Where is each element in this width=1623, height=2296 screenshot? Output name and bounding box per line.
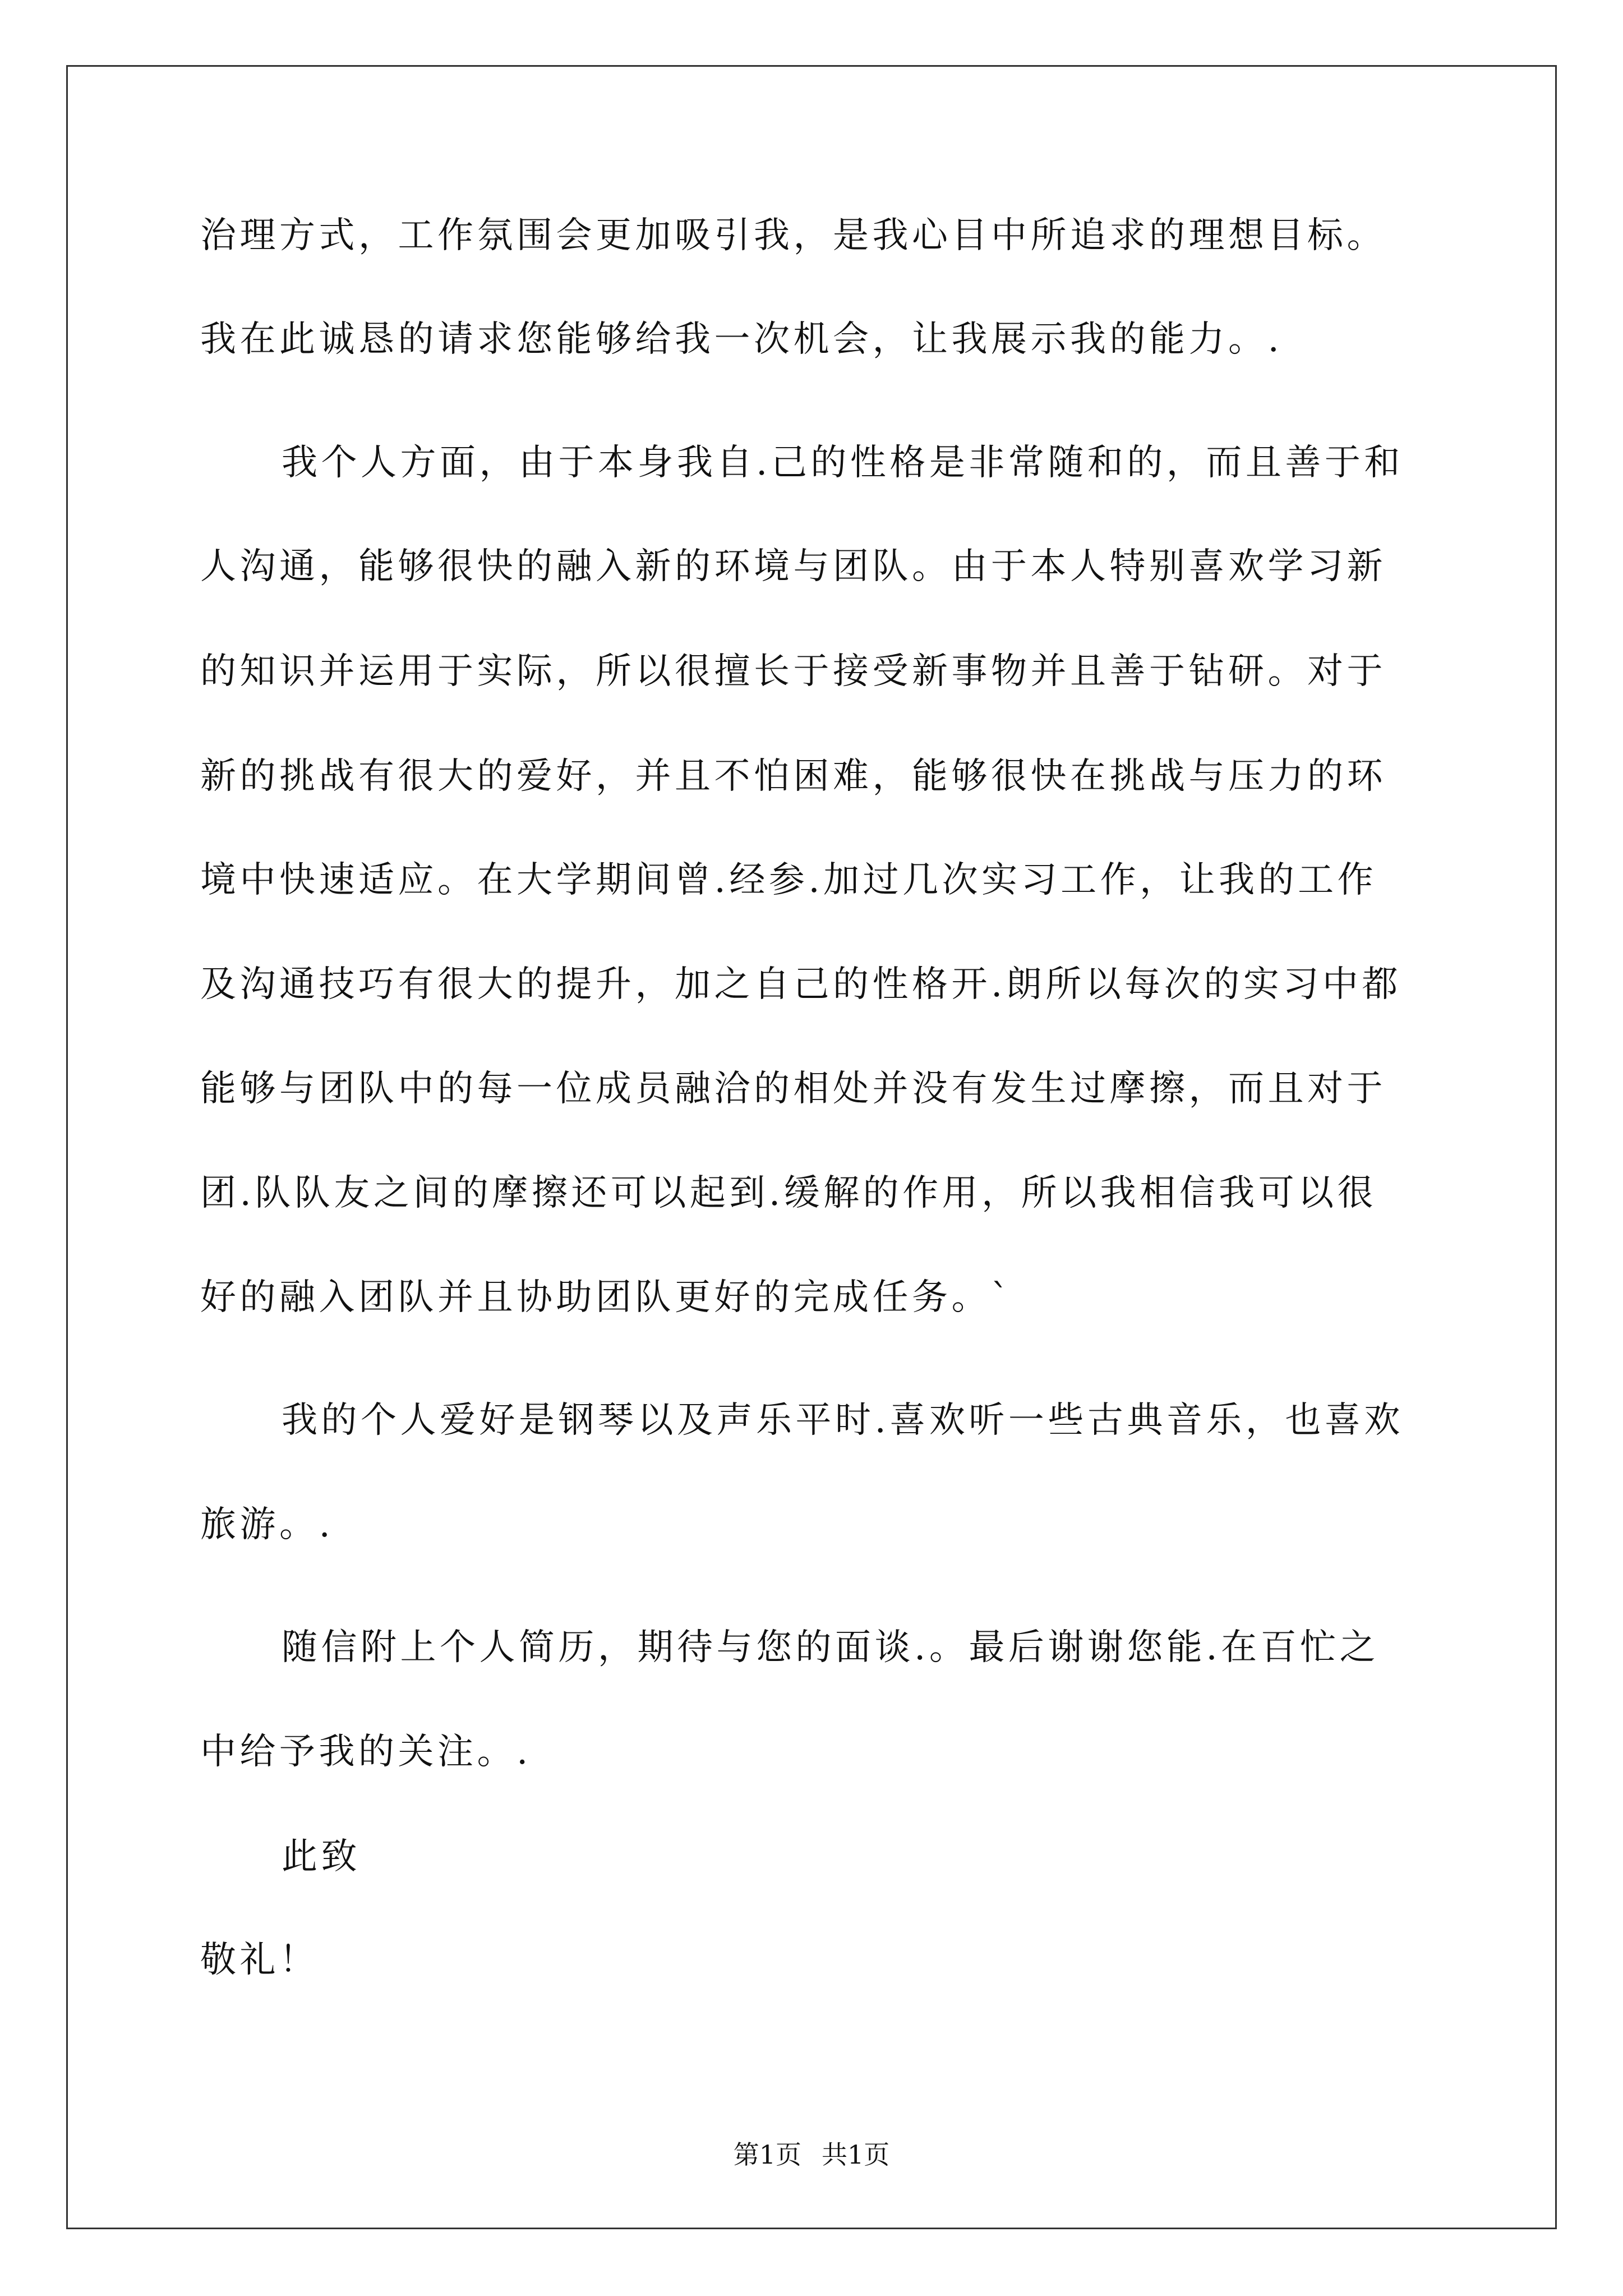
text-line: 我在此诚恳的请求您能够给我一次机会，让我展示我的能力。.: [200, 319, 1283, 360]
text-line: 中给予我的关注。.: [200, 1731, 532, 1773]
page-footer: [0, 2139, 1623, 2170]
text-line: 治理方式，工作氛围会更加吸引我，是我心目中所追求的理想目标。: [200, 215, 1386, 256]
text-line: 能够与团队中的每一位成员融洽的相处并没有发生过摩擦，而且对于: [200, 1068, 1386, 1110]
paragraph-first-line: 随信附上个人简历，期待与您的面谈.。最后谢谢您能.在百忙之: [282, 1627, 1380, 1668]
text-line: 新的挑战有很大的爱好，并且不怕困难，能够很快在挑战与压力的环: [200, 756, 1386, 797]
text-line: 境中快速适应。在大学期间曾.经参.加过几次实习工作，让我的工作: [200, 859, 1377, 901]
text-line: 好的融入团队并且协助团队更好的完成任务。`: [200, 1277, 1013, 1318]
page-number: 第1页: [733, 2139, 801, 2170]
text-line: 旅游。.: [200, 1504, 334, 1545]
salutation-regards: 敬礼！: [200, 1939, 319, 1981]
paragraph-first-line: 我个人方面，由于本身我自.己的性格是非常随和的，而且善于和: [282, 442, 1404, 484]
salutation-closing: 此致: [282, 1836, 361, 1878]
text-line: 的知识并运用于实际，所以很擅长于接受新事物并且善于钻研。对于: [200, 651, 1386, 692]
text-line: 团.队队友之间的摩擦还可以起到.缓解的作用，所以我相信我可以很: [200, 1172, 1377, 1214]
page-total: 共1页: [822, 2139, 890, 2170]
text-line: 人沟通，能够很快的融入新的环境与团队。由于本人特别喜欢学习新: [200, 546, 1386, 587]
text-line: 及沟通技巧有很大的提升，加之自己的性格开.朗所以每次的实习中都: [200, 964, 1401, 1005]
paragraph-first-line: 我的个人爱好是钢琴以及声乐平时.喜欢听一些古典音乐，也喜欢: [282, 1400, 1404, 1441]
page-border: [66, 65, 1557, 2229]
